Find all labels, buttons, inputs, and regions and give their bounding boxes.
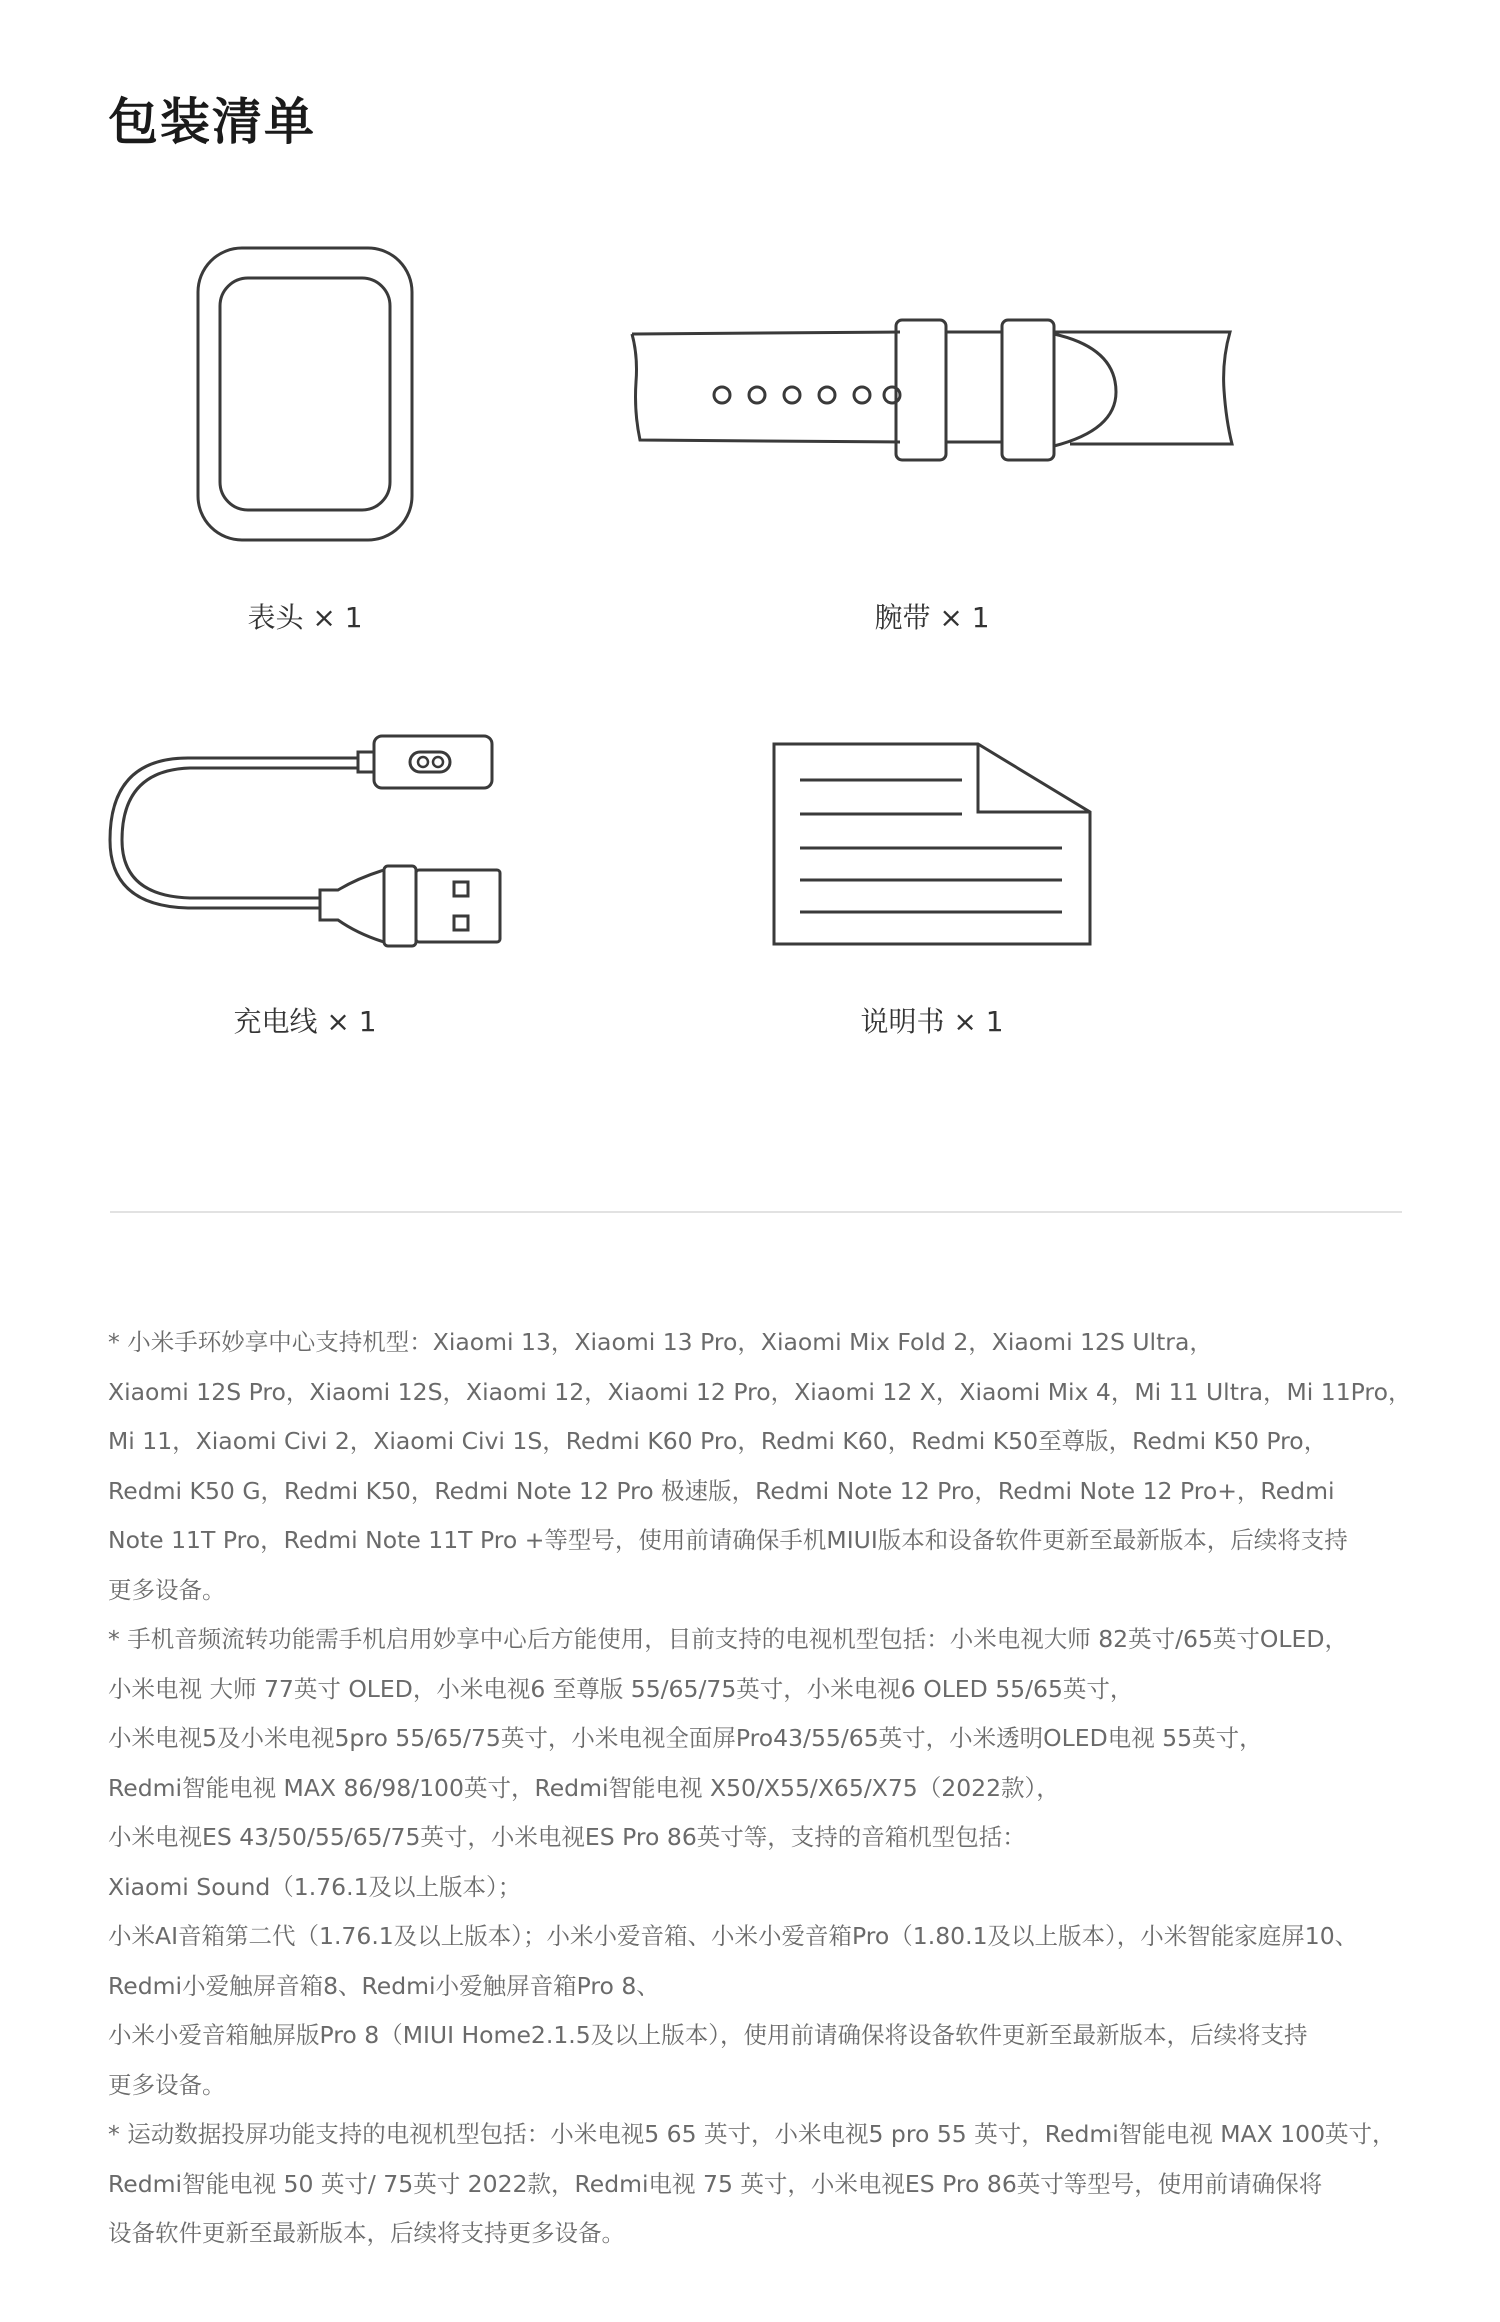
page-title: 包装清单 (108, 93, 316, 151)
note-line: Redmi智能电视 50 英寸/ 75英寸 2022款，Redmi电视 75 英寸，小米电视ES Pro 86英寸等型号，使用前请确保将 (108, 2169, 1323, 2198)
note-line: Redmi K50 G，Redmi K50，Redmi Note 12 Pro 极速版，Redmi Note 12 Pro，Redmi Note 12 Pro+，Redmi (108, 1476, 1335, 1505)
note-line: Redmi小爱触屏音箱8、Redmi小爱触屏音箱Pro 8、 (108, 1971, 660, 2000)
item-charging-cable (108, 730, 508, 960)
note-line: Note 11T Pro，Redmi Note 11T Pro +等型号，使用前请确保手机MIUI版本和设备软件更新至最新版本，后续将支持 (108, 1526, 1348, 1554)
note-line: * 运动数据投屏功能支持的电视机型包括：小米电视5 65 英寸，小米电视5 pro 55 英寸，Redmi智能电视 MAX 100英寸， (108, 2120, 1396, 2148)
item-label-watch-face: 表头 × 1 (247, 601, 363, 634)
manual-document-icon (772, 742, 1097, 952)
item-watch-face (196, 246, 416, 546)
note-line: * 小米手环妙享中心支持机型：Xiaomi 13，Xiaomi 13 Pro，Xiaomi Mix Fold 2，Xiaomi 12S Ultra， (108, 1328, 1213, 1356)
watch-body-icon (196, 246, 416, 546)
note-line: 小米小爱音箱触屏版Pro 8（MIUI Home2.1.5及以上版本），使用前请确保将设备软件更新至最新版本，后续将支持 (108, 2021, 1308, 2049)
note-line: 小米电视ES 43/50/55/65/75英寸，小米电视ES Pro 86英寸等，支持的音箱机型包括： (108, 1823, 1026, 1851)
item-strap (630, 320, 1240, 470)
note-line: 小米AI音箱第二代（1.76.1及以上版本）；小米小爱音箱、小米小爱音箱Pro（1.80.1及以上版本），小米智能家庭屏10、 (108, 1922, 1359, 1950)
note-line: Xiaomi Sound（1.76.1及以上版本）； (108, 1872, 522, 1901)
note-line: 小米电视 大师 77英寸 OLED，小米电视6 至尊版 55/65/75英寸，小米电视6 OLED 55/65英寸， (108, 1674, 1134, 1703)
note-line: 更多设备。 (108, 2070, 226, 2099)
note-line: Mi 11，Xiaomi Civi 2，Xiaomi Civi 1S，Redmi K60 Pro，Redmi K60，Redmi K50至尊版，Redmi K50 Pro， (108, 1427, 1328, 1455)
item-label-strap: 腕带 × 1 (874, 601, 990, 634)
note-line: Xiaomi 12S Pro，Xiaomi 12S，Xiaomi 12，Xiaomi 12 Pro，Xiaomi 12 X，Xiaomi Mix 4，Mi 11 Ultra，Mi 11Pro， (108, 1377, 1412, 1406)
note-line: 小米电视5及小米电视5pro 55/65/75英寸，小米电视全面屏Pro43/55/65英寸，小米透明OLED电视 55英寸， (108, 1724, 1263, 1752)
note-line: Redmi智能电视 MAX 86/98/100英寸，Redmi智能电视 X50/X55/X65/X75（2022款）， (108, 1773, 1060, 1802)
compatibility-notes (108, 1318, 1412, 2259)
item-label-charging-cable: 充电线 × 1 (233, 1005, 377, 1038)
item-label-manual: 说明书 × 1 (860, 1005, 1004, 1038)
charging-cable-icon (108, 730, 508, 960)
note-line: * 手机音频流转功能需手机启用妙享中心后方能使用，目前支持的电视机型包括：小米电视大师 82英寸/65英寸OLED， (108, 1625, 1348, 1653)
item-manual (772, 742, 1097, 952)
note-line: 设备软件更新至最新版本，后续将支持更多设备。 (108, 2219, 625, 2247)
note-line: 更多设备。 (108, 1575, 226, 1604)
section-divider (110, 1211, 1402, 1213)
watch-strap-icon (630, 320, 1240, 470)
